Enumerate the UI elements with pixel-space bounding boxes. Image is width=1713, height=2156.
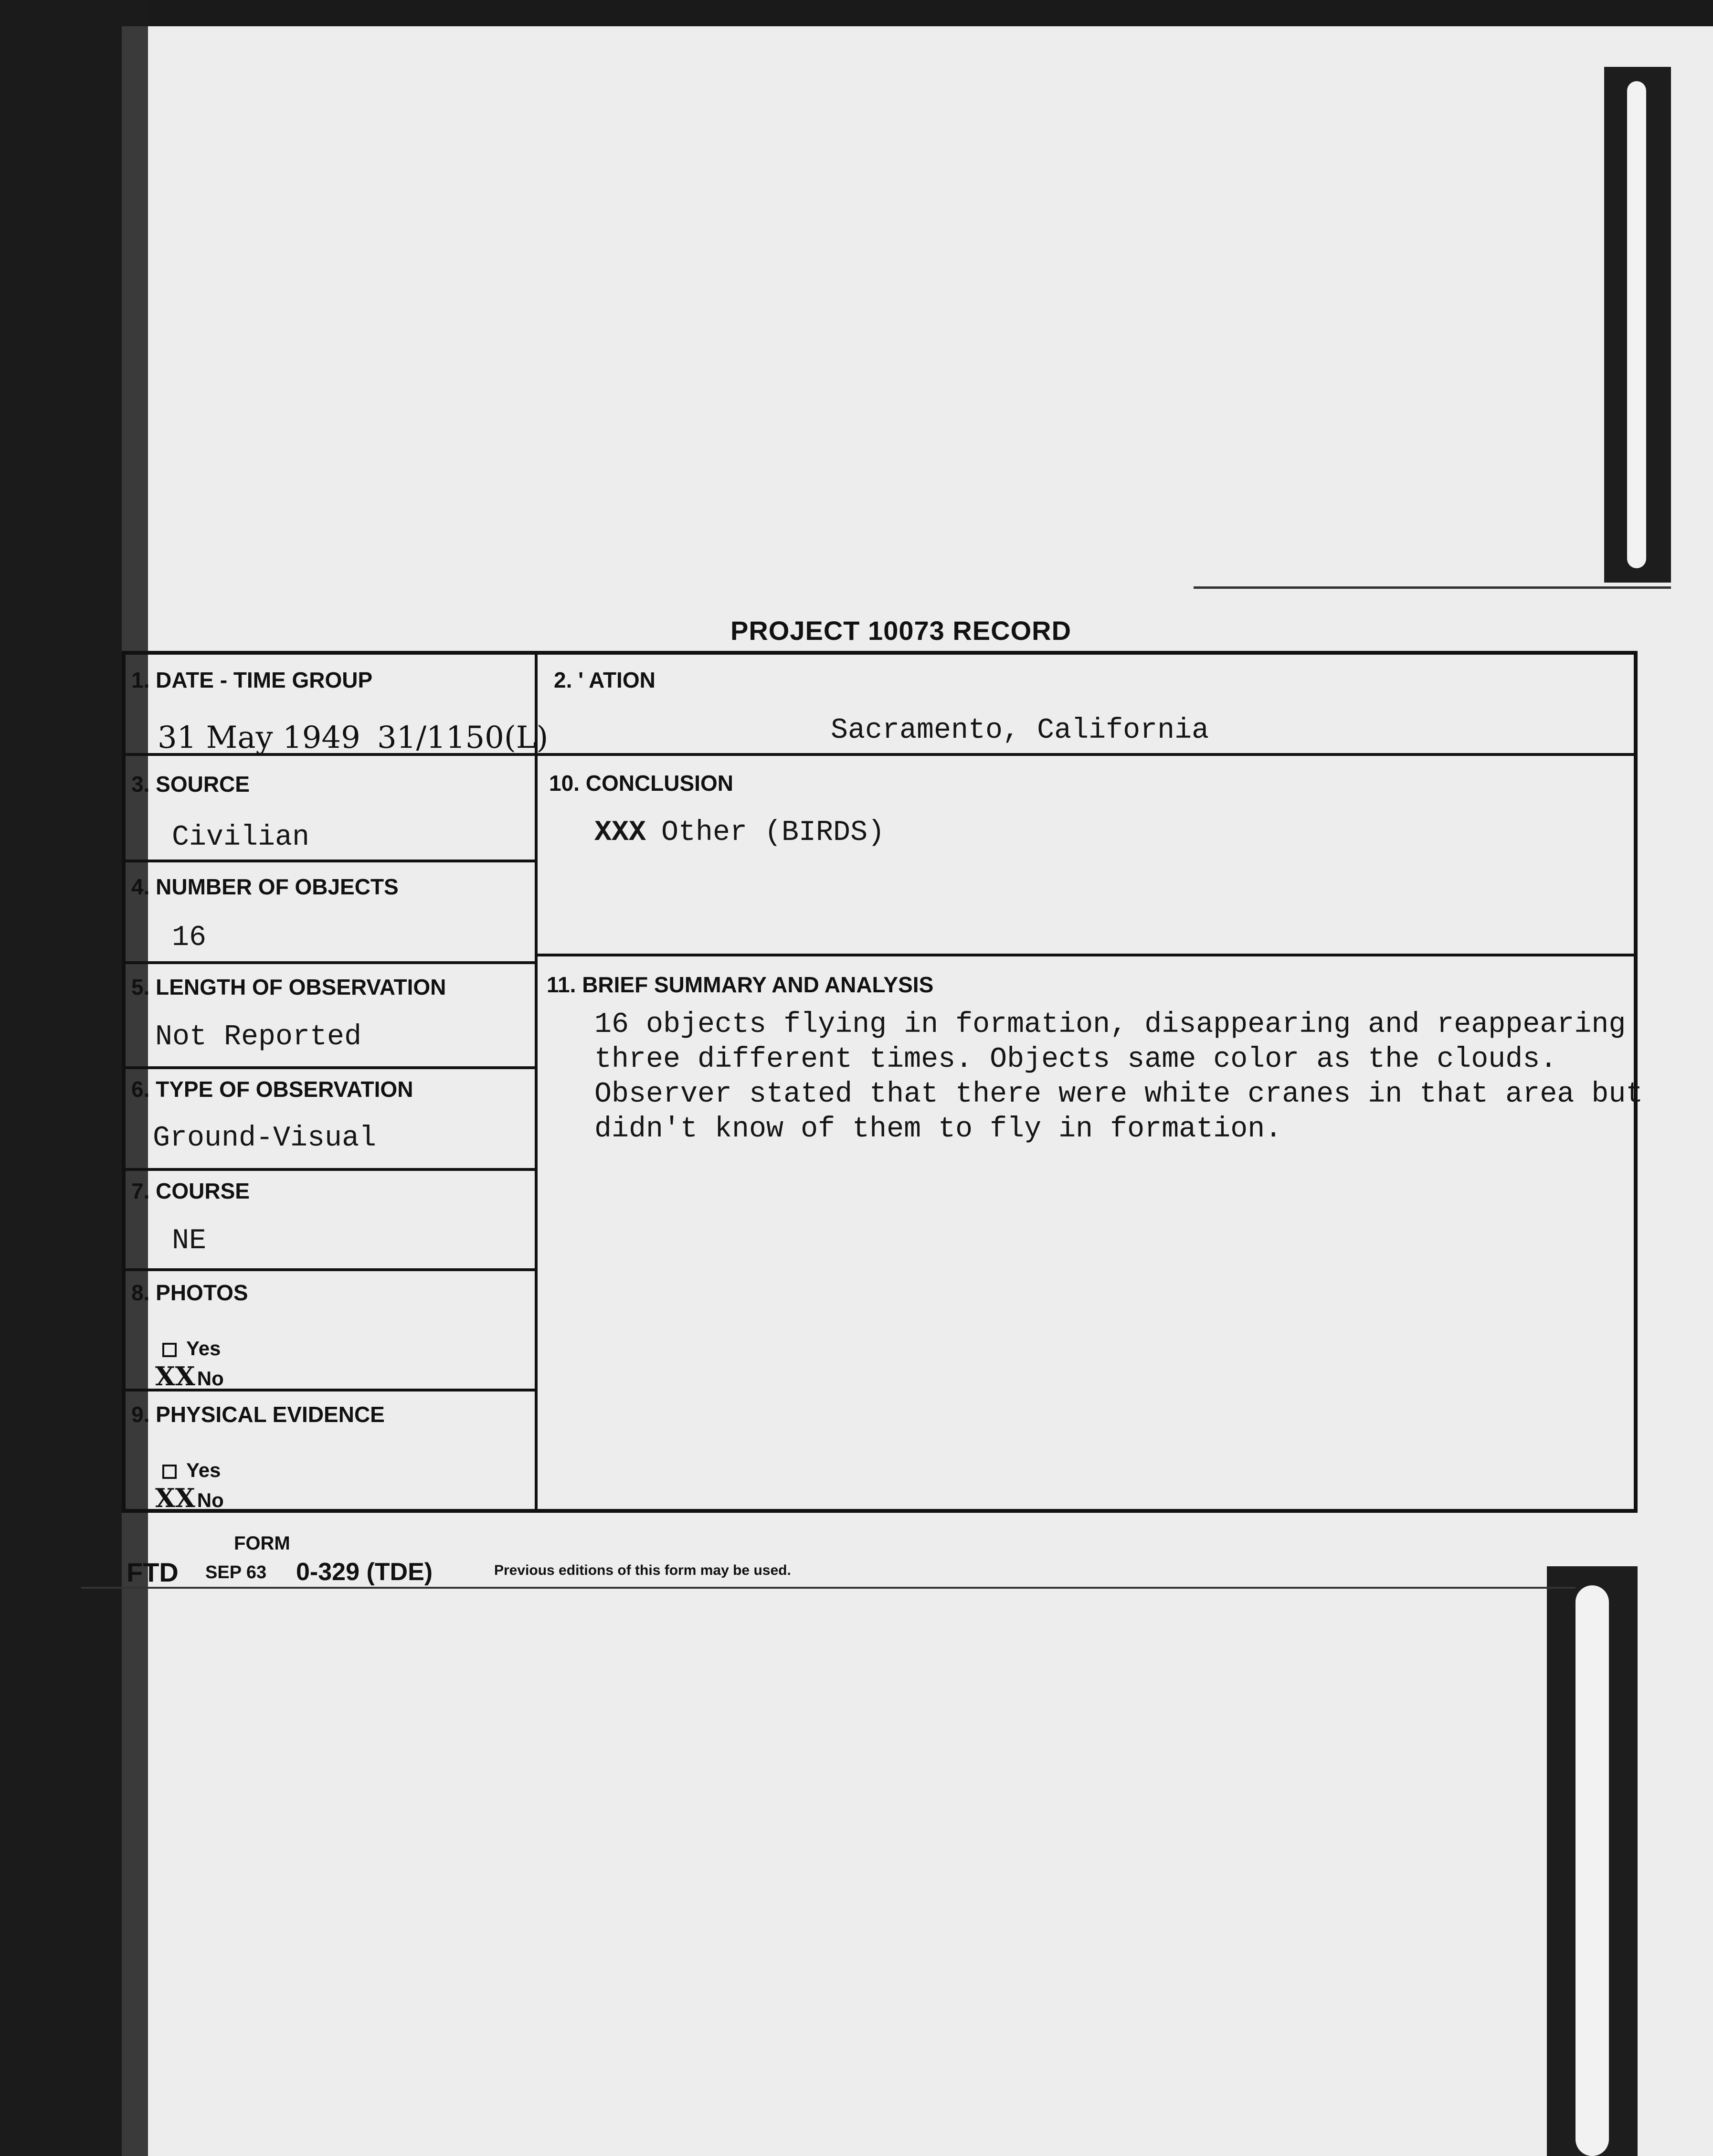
footer-ftd: FTD bbox=[127, 1557, 179, 1587]
separator-line bbox=[1194, 586, 1671, 589]
length-of-observation-value: Not Reported bbox=[155, 1021, 362, 1053]
film-edge-lower bbox=[1547, 1566, 1638, 2156]
date-time-label: 1. DATE - TIME GROUP bbox=[131, 668, 373, 692]
footer-form-word: FORM bbox=[234, 1533, 290, 1554]
photos-no-mark: XX bbox=[155, 1361, 195, 1391]
summary-line: didn't know of them to fly in formation. bbox=[594, 1113, 1282, 1146]
conclusion-value: Other (BIRDS) bbox=[661, 817, 885, 849]
summary-text bbox=[594, 1008, 1643, 1147]
row-divider bbox=[122, 961, 537, 964]
row-divider bbox=[535, 954, 1638, 956]
photos-no-label: No bbox=[197, 1367, 224, 1390]
type-of-observation-label: 6. TYPE OF OBSERVATION bbox=[131, 1077, 413, 1102]
row-divider bbox=[122, 860, 537, 862]
footer-sep: SEP 63 bbox=[205, 1562, 267, 1582]
physical-evidence-yes-option bbox=[162, 1459, 221, 1482]
film-edge-upper bbox=[1604, 67, 1671, 583]
physical-evidence-label: 9. PHYSICAL EVIDENCE bbox=[131, 1402, 385, 1427]
physical-evidence-yes-label: Yes bbox=[186, 1459, 221, 1481]
row-divider bbox=[122, 1268, 537, 1271]
photos-yes-option bbox=[162, 1337, 221, 1360]
summary-line: three different times. Objects same color as the clouds. bbox=[594, 1043, 1557, 1076]
course-label: 7. COURSE bbox=[131, 1179, 250, 1203]
time-value: 31/1150(L) bbox=[377, 720, 549, 755]
number-of-objects-value: 16 bbox=[172, 922, 207, 954]
footer-note: Previous editions of this form may be used. bbox=[494, 1562, 791, 1578]
source-label: 3. SOURCE bbox=[131, 772, 250, 797]
checkbox-empty-icon bbox=[162, 1343, 177, 1357]
number-of-objects-label: 4. NUMBER OF OBJECTS bbox=[131, 874, 399, 899]
physical-evidence-no-label: No bbox=[197, 1489, 224, 1511]
photos-label: 8. PHOTOS bbox=[131, 1280, 248, 1305]
date-value: 31 May 1949 bbox=[158, 720, 360, 755]
footer-form-number: 0-329 (TDE) bbox=[296, 1558, 433, 1586]
form-title: PROJECT 10073 RECORD bbox=[730, 616, 1072, 646]
length-of-observation-label: 5. LENGTH OF OBSERVATION bbox=[131, 975, 446, 999]
location-label: 2. ' ATION bbox=[554, 668, 656, 692]
course-value: NE bbox=[172, 1225, 207, 1257]
summary-line: Observer stated that there were white cranes in that area but bbox=[594, 1078, 1643, 1111]
photos-no-option bbox=[155, 1361, 224, 1391]
separator-line bbox=[81, 1587, 1576, 1589]
row-divider bbox=[122, 1066, 537, 1069]
physical-evidence-no-mark: XX bbox=[155, 1483, 195, 1513]
location-value: Sacramento, California bbox=[831, 714, 1209, 747]
checkbox-empty-icon bbox=[162, 1465, 177, 1479]
conclusion-mark: XXX bbox=[594, 817, 646, 849]
conclusion-label: 10. CONCLUSION bbox=[549, 771, 733, 796]
physical-evidence-no-option bbox=[155, 1483, 224, 1513]
summary-label: 11. BRIEF SUMMARY AND ANALYSIS bbox=[547, 972, 934, 997]
column-divider bbox=[535, 651, 538, 1513]
photos-yes-label: Yes bbox=[186, 1337, 221, 1359]
row-divider bbox=[122, 1168, 537, 1171]
type-of-observation-value: Ground-Visual bbox=[153, 1122, 377, 1155]
summary-line: 16 objects flying in formation, disappearing and reappearing bbox=[594, 1009, 1626, 1041]
source-value: Civilian bbox=[172, 821, 310, 854]
